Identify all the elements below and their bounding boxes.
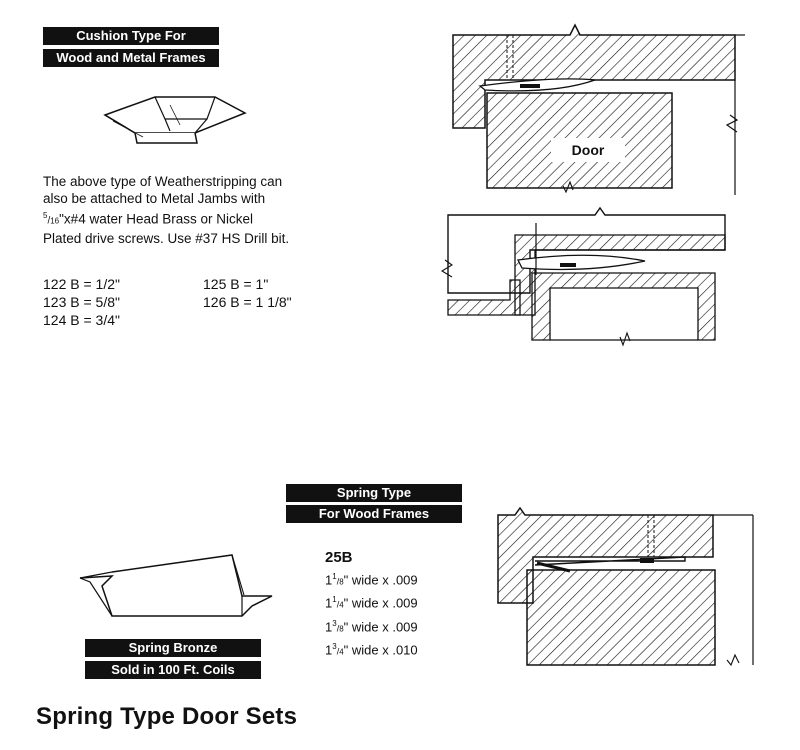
spring-sizes [325,568,418,661]
desc-line4: Plated drive screws. Use #37 HS Drill bit. [43,230,290,246]
size-125: 125 B = 1" [203,276,269,292]
cushion-label-line2: Wood and Metal Frames [43,49,219,67]
spring-size-row: $1^1/8$" wide x .009 [325,572,418,588]
size-124: 124 B = 3/4" [43,312,120,328]
desc-frac-num: 5 [43,211,48,220]
spring-size-row: $1^3/4$" wide x .010 [325,641,418,658]
cushion-description [43,173,343,247]
door-section-diagram-top [445,20,745,200]
door-section-diagram-spring [495,505,765,670]
desc-line3: $^5$/16"x#4 water Head Brass or Nickel [43,211,254,227]
size-122: 122 B = 1/2" [43,276,120,292]
door-label-box: Door [551,138,625,162]
spring-model: 25B [325,549,353,566]
desc-frac-den: 16 [50,216,60,226]
cushion-strip-illustration [95,85,255,155]
cushion-sizes-left [43,275,120,329]
bronze-label-line2: Sold in 100 Ft. Coils [85,661,261,679]
desc-line3-rest: "x#4 water Head Brass or Nickel [59,211,254,227]
page-title: Spring Type Door Sets [36,703,298,730]
spring-size-row: $1^3/8$" wide x .009 [325,618,418,634]
spring-type-label-line1: Spring Type [286,484,462,502]
desc-line2: also be attached to Metal Jambs with [43,191,266,206]
cushion-label-line1: Cushion Type For [43,27,219,45]
spring-bronze-sheet-illustration [72,550,282,625]
size-126: 126 B = 1 1/8" [203,294,292,310]
bronze-label-line1: Spring Bronze [85,639,261,657]
cushion-sizes-right [203,275,292,311]
desc-line1: The above type of Weatherstripping can [43,174,283,189]
size-123: 123 B = 5/8" [43,294,120,310]
spring-size-row: $1^1/4$" wide x .009 [325,595,418,611]
spring-type-label-line2: For Wood Frames [286,505,462,523]
door-section-diagram-metal [440,205,740,355]
